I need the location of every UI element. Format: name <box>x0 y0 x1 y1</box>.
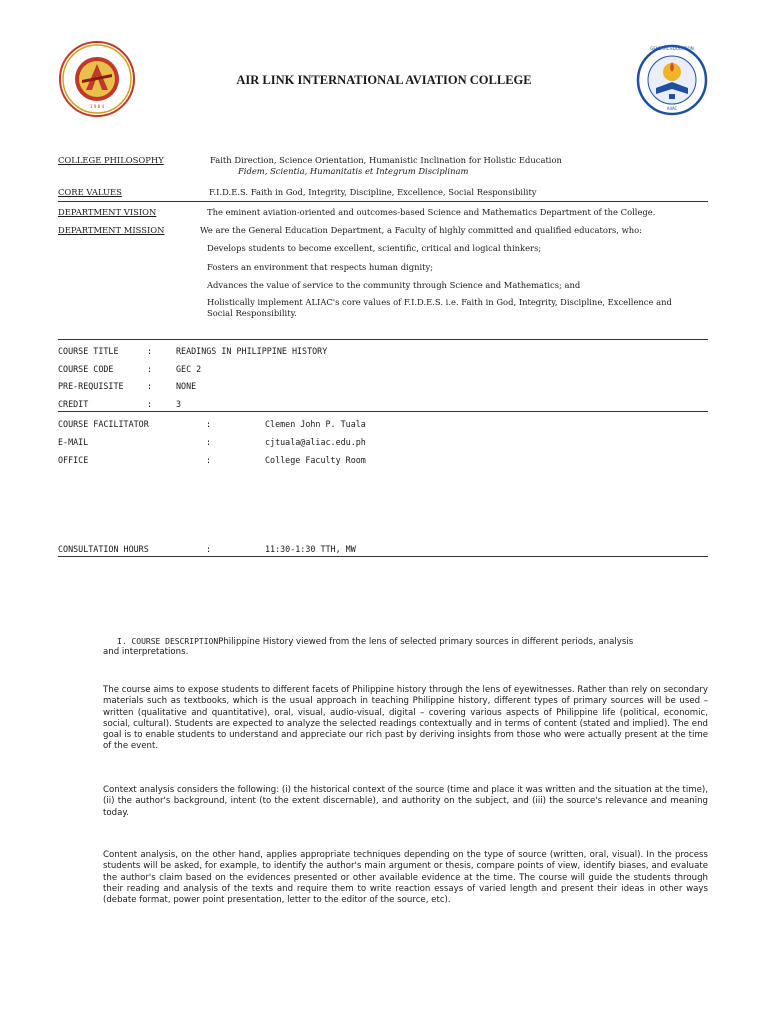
mission-item: Advances the value of service to the community through Science and Mathematics; and <box>207 280 581 290</box>
email-label: E-MAIL <box>58 437 89 447</box>
vision-text: The eminent aviation-oriented and outcomes-based Science and Mathematics Department of the College. <box>207 207 656 217</box>
mission-item: Develops students to become excellent, scientific, critical and logical thinkers; <box>207 243 542 253</box>
mission-item: Holistically implement ALIAC's core values of F.I.D.E.S. i.e. Faith in God, Integrity, Discipline, Excellence and <box>207 297 672 307</box>
office-value: College Faculty Room <box>265 455 366 465</box>
philosophy-text: Faith Direction, Science Orientation, Humanistic Inclination for Holistic Education <box>210 155 562 165</box>
colon: : <box>147 381 153 391</box>
colon: : <box>147 346 153 356</box>
colon: : <box>206 419 212 429</box>
colon: : <box>206 455 212 465</box>
description-paragraph: The course aims to expose students to different facets of Philippine history through the lens of eyewitnesses. Rather than rely on secondary materials such as textbooks, which is the usual approach in teaching Philippine history, different types of primary sources will be used – written (qualitative and quantitative), oral, visual, audio-visual, digital – covering various aspects of Philippine life (political, economic, social, cultural). Students are expected to analyze the selected readings contextually and in terms of content (stated and implied). The end goal is to enable students to understand and appreciate our rich past by deriving insights from those who were actually present at the time of the event. <box>103 685 708 752</box>
email-value: cjtuala@aliac.edu.ph <box>265 437 366 447</box>
mission-item: Social Responsibility. <box>207 308 297 318</box>
mission-intro: We are the General Education Department, a Faculty of highly committed and qualified educators, who: <box>200 225 642 235</box>
vision-label: DEPARTMENT VISION <box>58 207 157 217</box>
gen-ed-logo-sub: AIIAC <box>666 106 678 111</box>
divider <box>58 201 708 202</box>
course-title-label: COURSE TITLE <box>58 346 119 356</box>
gen-ed-logo <box>636 44 708 116</box>
consultation-value: 11:30-1:30 TTH, MW <box>265 544 356 554</box>
gen-ed-logo-text: GENERAL EDUCATION <box>650 46 694 51</box>
divider <box>58 556 708 557</box>
page-title: AIR LINK INTERNATIONAL AVIATION COLLEGE <box>236 73 532 87</box>
credit-label: CREDIT <box>58 399 89 409</box>
office-label: OFFICE <box>58 455 89 465</box>
divider <box>58 339 708 340</box>
colon: : <box>206 544 212 554</box>
mission-label: DEPARTMENT MISSION <box>58 225 165 235</box>
divider <box>58 411 708 412</box>
description-p1-line2: and interpretations. <box>103 647 189 657</box>
consultation-label: CONSULTATION HOURS <box>58 544 149 554</box>
course-code-label: COURSE CODE <box>58 364 114 374</box>
core-values-text: F.I.D.E.S. Faith in God, Integrity, Discipline, Excellence, Social Responsibility <box>209 187 537 197</box>
facilitator-label: COURSE FACILITATOR <box>58 419 149 429</box>
facilitator-name: Clemen John P. Tuala <box>265 419 366 429</box>
description-first-line <box>117 636 633 648</box>
prereq-value: NONE <box>176 381 197 391</box>
course-code-value: GEC 2 <box>176 364 202 374</box>
philosophy-label: COLLEGE PHILOSOPHY <box>58 155 164 165</box>
credit-value: 3 <box>176 399 182 409</box>
description-p1-line1: Philippine History viewed from the lens of selected primary sources in different periods, analysis <box>218 637 634 647</box>
core-values-label: CORE VALUES <box>58 187 122 197</box>
colon: : <box>206 437 212 447</box>
seal-year: 1 9 8 4 <box>90 104 104 109</box>
description-paragraph: Content analysis, on the other hand, applies appropriate techniques depending on the type of source (written, oral, visual). In the process students will be asked, for example, to identify the author's main argument or thesis, compare points of view, identify biases, and evaluate the author's claim based on the evidences presented or other available evidence at the time. The course will guide the students through their reading and analysis of the texts and require them to write reaction essays of varied length and present their ideas in other ways (debate format, power point presentation, letter to the editor of the source, etc). <box>103 850 708 906</box>
description-paragraph: Context analysis considers the following: (i) the historical context of the source (time and place it was written and the situation at the time), (ii) the author's background, intent (to the extent discernable), and authority on the subject, and (iii) the source's relevance and meaning today. <box>103 785 708 818</box>
prereq-label: PRE-REQUISITE <box>58 381 124 391</box>
description-heading: I. COURSE DESCRIPTION <box>117 637 219 646</box>
mission-item: Fosters an environment that respects human dignity; <box>207 262 434 272</box>
colon: : <box>147 399 153 409</box>
colon: : <box>147 364 153 374</box>
course-title-value: READINGS IN PHILIPPINE HISTORY <box>176 346 328 356</box>
philosophy-latin: Fidem, Scientia, Humanitatis et Integrum Disciplinam <box>238 166 469 176</box>
